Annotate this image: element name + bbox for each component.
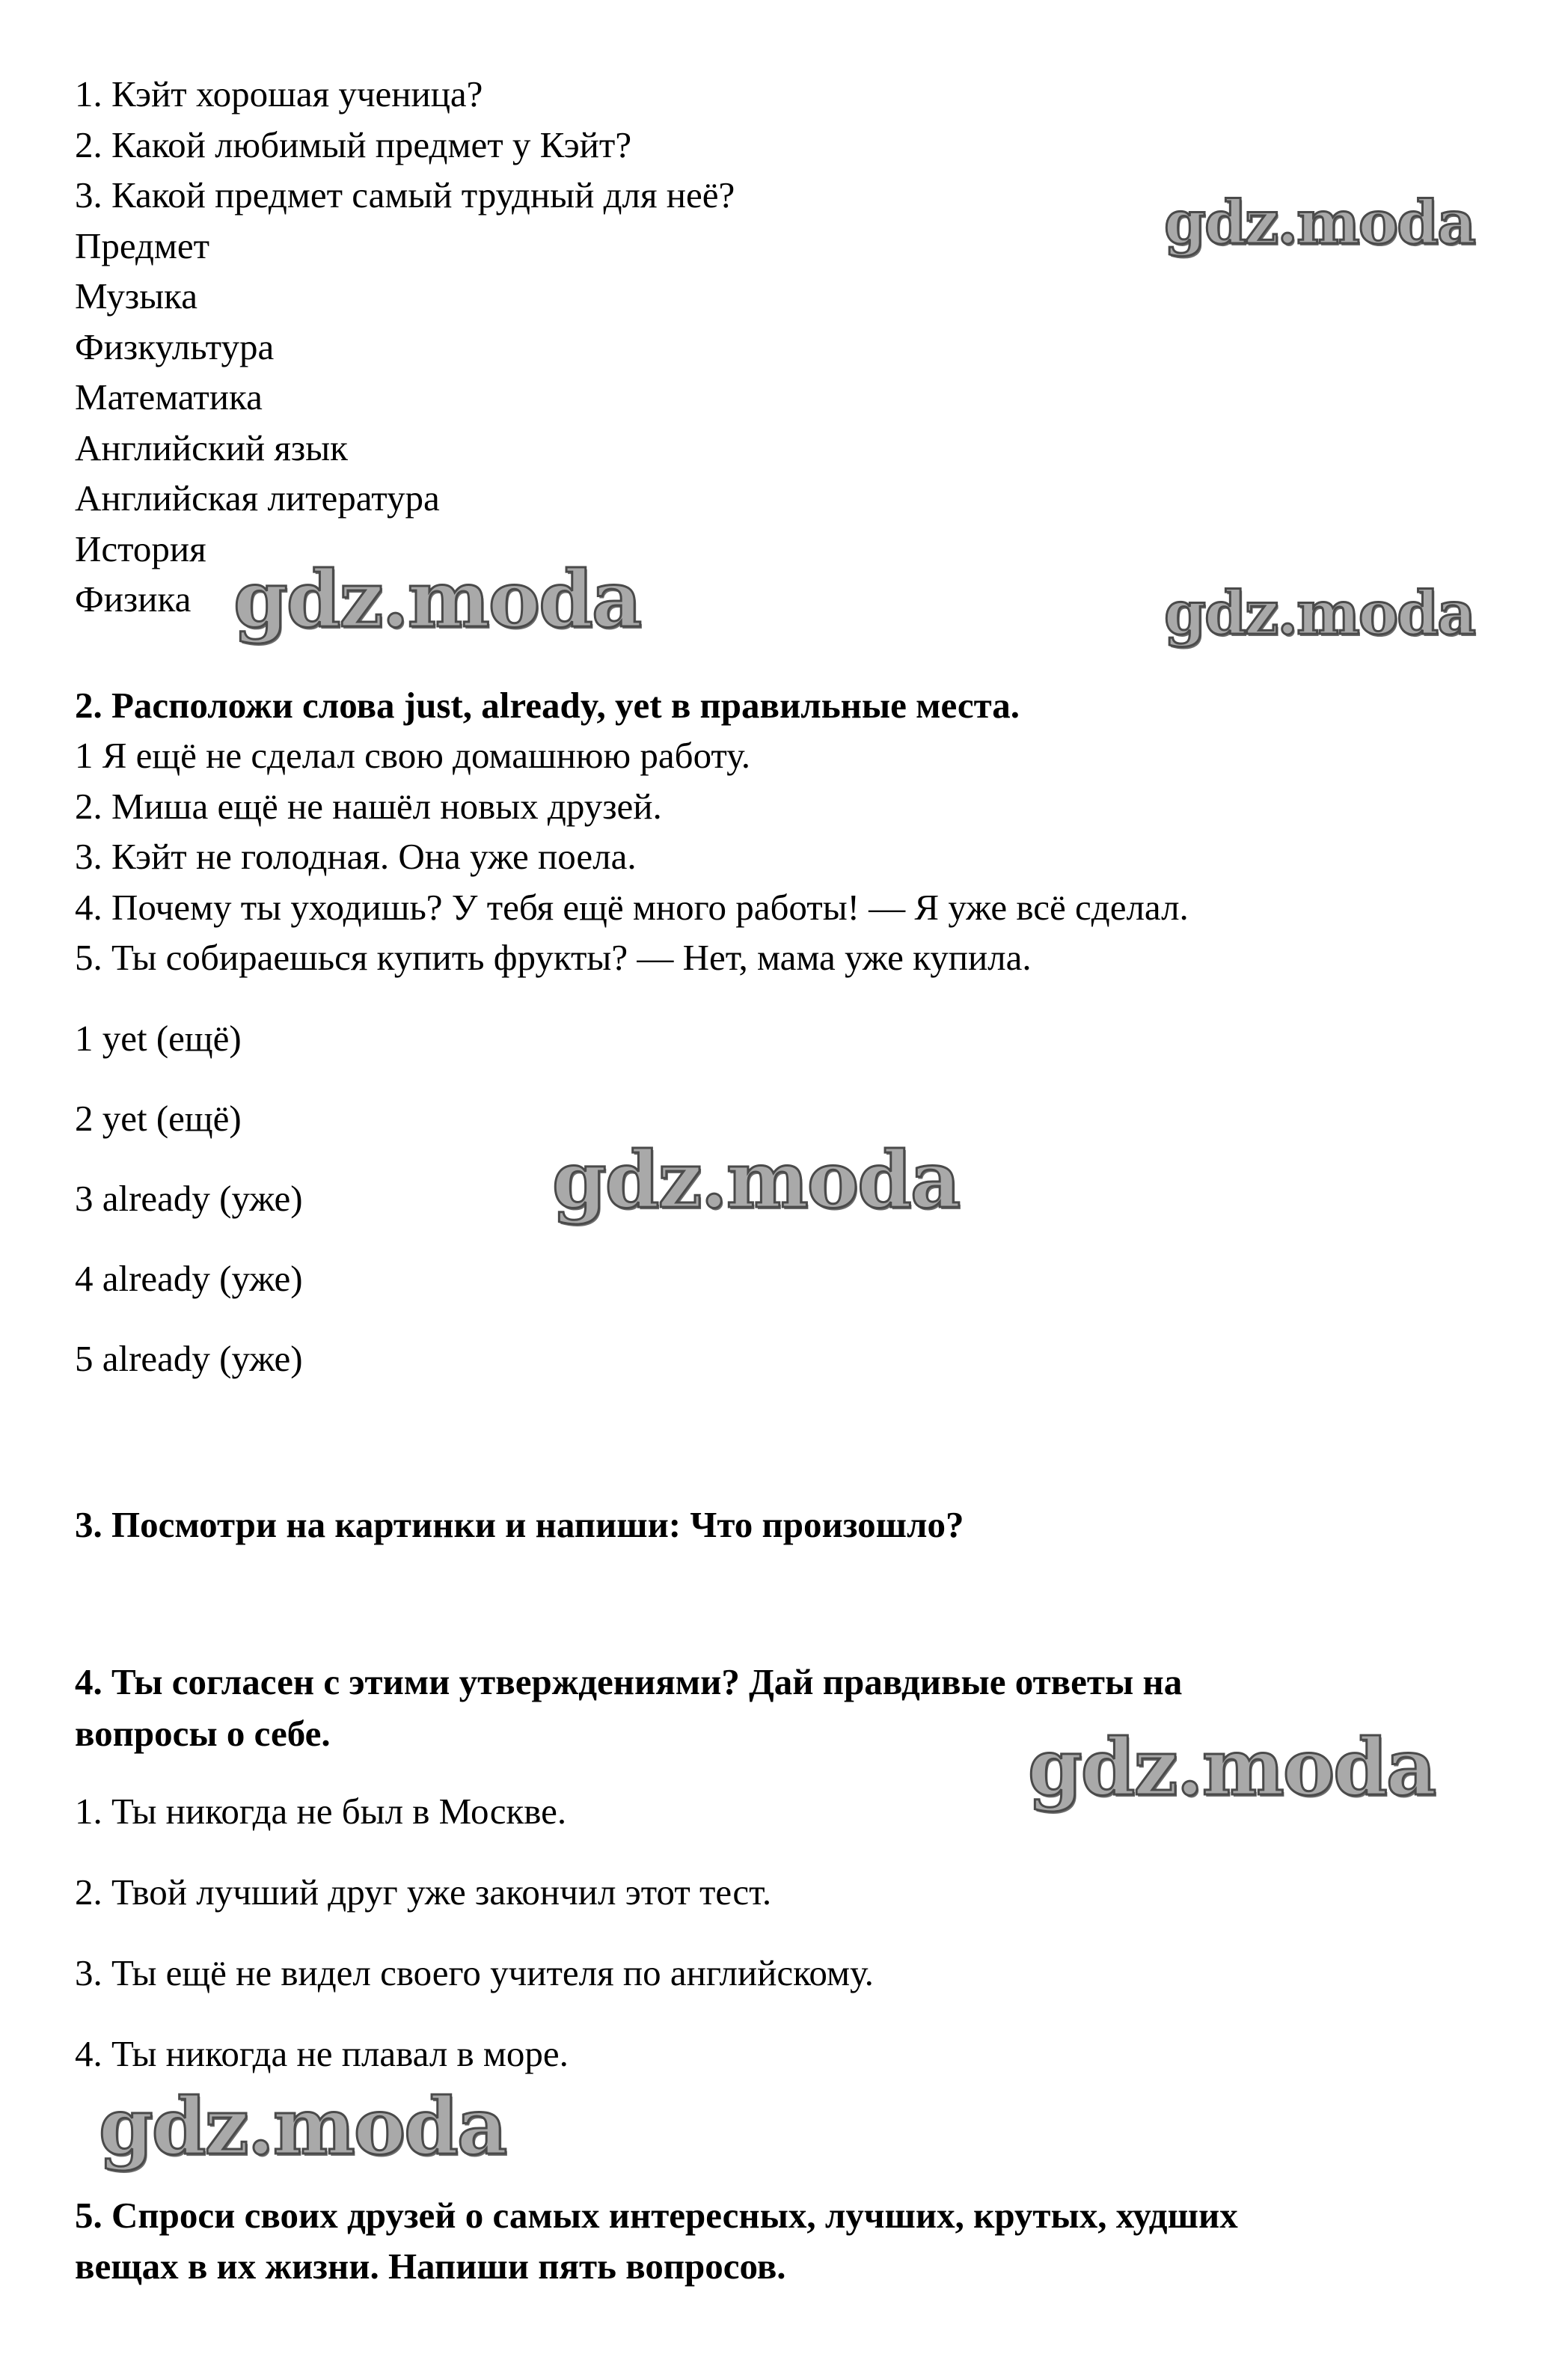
- task3-heading: 3. Посмотри на картинки и напиши: Что произошло?: [75, 1504, 964, 1545]
- task4-item: 1. Ты никогда не был в Москве.: [75, 1791, 567, 1832]
- subject-line: Физкультура: [75, 326, 275, 367]
- task2-sentence: 3. Кэйт не голодная. Она уже поела.: [75, 836, 637, 877]
- question-line: 3. Какой предмет самый трудный для неё?: [75, 174, 735, 216]
- subject-line: Музыка: [75, 275, 197, 317]
- task4-item: 4. Ты никогда не плавал в море.: [75, 2033, 569, 2074]
- task2-sentence: 1 Я ещё не сделал свою домашнюю работу.: [75, 735, 751, 776]
- watermark-logo: gdz.moda: [1028, 1721, 1436, 1813]
- task4-heading-cont: вопросы о себе.: [75, 1713, 331, 1754]
- task4-heading: 4. Ты согласен с этими утверждениями? Дай правдивые ответы на: [75, 1661, 1183, 1702]
- task2-answer: 3 already (уже): [75, 1178, 303, 1219]
- task4-item: 2. Твой лучший друг уже закончил этот тест.: [75, 1871, 772, 1913]
- task2-sentence: 5. Ты собираешься купить фрукты? — Нет, мама уже купила.: [75, 937, 1032, 978]
- task2-sentence: 4. Почему ты уходишь? У тебя ещё много работы! — Я уже всё сделал.: [75, 887, 1189, 928]
- watermark-logo: gdz.moda: [552, 1134, 960, 1226]
- task5-heading-cont: вещах в их жизни. Напиши пять вопросов.: [75, 2246, 786, 2287]
- watermark-logo: gdz.moda: [1164, 187, 1474, 257]
- question-line: 1. Кэйт хорошая ученица?: [75, 73, 483, 114]
- question-line: 2. Какой любимый предмет у Кэйт?: [75, 124, 632, 165]
- watermark-logo: gdz.moda: [1164, 578, 1474, 648]
- task2-answer: 5 already (уже): [75, 1338, 303, 1379]
- subject-line: Математика: [75, 376, 263, 418]
- subject-line: Английский язык: [75, 427, 348, 468]
- task4-item: 3. Ты ещё не видел своего учителя по английскому.: [75, 1952, 874, 1993]
- task2-sentence: 2. Миша ещё не нашёл новых друзей.: [75, 786, 662, 827]
- subject-line: История: [75, 528, 206, 569]
- task2-answer: 2 yet (ещё): [75, 1098, 242, 1139]
- task2-heading: 2. Расположи слова just, already, yet в правильные места.: [75, 685, 1020, 726]
- subject-line: Физика: [75, 578, 192, 620]
- task2-answer: 4 already (уже): [75, 1258, 303, 1299]
- subject-line: Английская литература: [75, 477, 440, 519]
- watermark-logo: gdz.moda: [233, 553, 641, 645]
- subject-line: Предмет: [75, 225, 210, 266]
- task5-heading: 5. Спроси своих друзей о самых интересных, лучших, крутых, худших: [75, 2195, 1238, 2236]
- watermark-logo: gdz.moda: [99, 2080, 506, 2172]
- task2-answer: 1 yet (ещё): [75, 1018, 242, 1059]
